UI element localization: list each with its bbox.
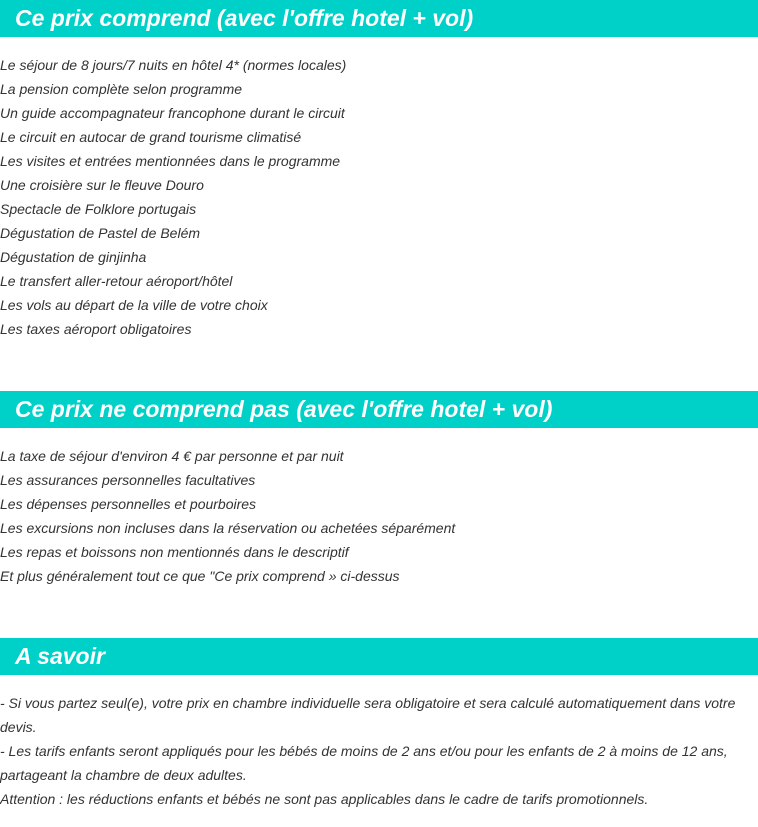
info-paragraph: Attention : les réductions enfants et bébés ne sont pas applicables dans le cadre de tarifs promotionnels. <box>0 791 649 807</box>
list-item: Les vols au départ de la ville de votre choix <box>0 297 268 313</box>
list-item: Les dépenses personnelles et pourboires <box>0 496 257 512</box>
info-header: A savoir <box>0 638 758 675</box>
list-item: Le circuit en autocar de grand tourisme climatisé <box>0 129 302 145</box>
included-list <box>0 53 758 341</box>
list-item: Les repas et boissons non mentionnés dans le descriptif <box>0 544 349 560</box>
list-item: Un guide accompagnateur francophone durant le circuit <box>0 105 345 121</box>
info-paragraphs <box>0 691 758 811</box>
info-section <box>0 638 758 811</box>
list-item: La taxe de séjour d'environ 4 € par personne et par nuit <box>0 448 344 464</box>
list-item: Dégustation de Pastel de Belém <box>0 225 201 241</box>
excluded-header: Ce prix ne comprend pas (avec l'offre hotel + vol) <box>0 391 758 428</box>
included-header: Ce prix comprend (avec l'offre hotel + vol) <box>0 0 758 37</box>
excluded-list <box>0 444 758 588</box>
list-item: Le transfert aller-retour aéroport/hôtel <box>0 273 233 289</box>
info-paragraph: - Si vous partez seul(e), votre prix en chambre individuelle sera obligatoire et sera calculé automatiquement dans votre devis. <box>0 695 736 735</box>
list-item: Une croisière sur le fleuve Douro <box>0 177 204 193</box>
list-item: Spectacle de Folklore portugais <box>0 201 197 217</box>
list-item: Les visites et entrées mentionnées dans le programme <box>0 153 341 169</box>
list-item: Le séjour de 8 jours/7 nuits en hôtel 4* (normes locales) <box>0 57 347 73</box>
excluded-section <box>0 391 758 588</box>
list-item: La pension complète selon programme <box>0 81 243 97</box>
info-paragraph: - Les tarifs enfants seront appliqués pour les bébés de moins de 2 ans et/ou pour les enfants de 2 à moins de 12 ans, partageant la chambre de deux adultes. <box>0 743 728 783</box>
list-item: Les excursions non incluses dans la réservation ou achetées séparément <box>0 520 456 536</box>
list-item: Et plus généralement tout ce que "Ce prix comprend » ci-dessus <box>0 568 400 584</box>
list-item: Les assurances personnelles facultatives <box>0 472 256 488</box>
included-section <box>0 0 758 341</box>
list-item: Dégustation de ginjinha <box>0 249 147 265</box>
list-item: Les taxes aéroport obligatoires <box>0 321 192 337</box>
